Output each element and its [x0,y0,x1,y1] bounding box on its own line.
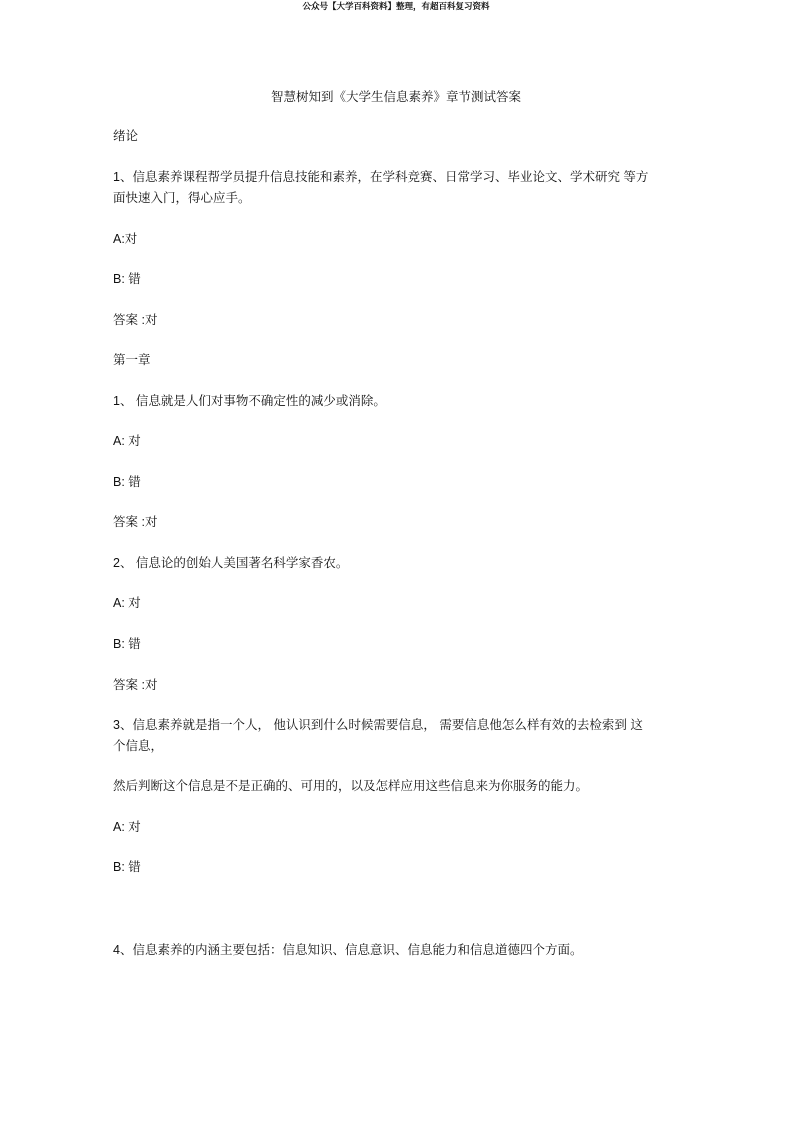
option-b: B: 错 [113,272,141,286]
option-a: A:对 [113,232,138,246]
option-b: B: 错 [113,860,141,874]
section-heading: 绪论 [113,129,139,143]
question-text: 面快速入门，得心应手。 [113,191,251,205]
question-text: 个信息， [113,739,164,753]
option-a: A: 对 [113,434,141,448]
question-text: 1、信息素养课程帮学员提升信息技能和素养，在学科竞赛、日常学习、毕业论文、学术研究 等方 [113,170,649,184]
page-header-watermark: 公众号【大学百科资料】整理，有超百科复习资料 [302,2,490,12]
option-a: A: 对 [113,820,141,834]
question-text: 1、 信息就是人们对事物不确定性的减少或消除。 [113,394,386,408]
question-text: 然后判断这个信息是不是正确的、可用的，以及怎样应用这些信息来为你服务的能力。 [113,779,589,793]
answer: 答案 :对 [113,678,158,692]
section-heading: 第一章 [113,353,151,367]
option-a: A: 对 [113,596,141,610]
question-text: 3、信息素养就是指一个人， 他认识到什么时候需要信息， 需要信息他怎么样有效的去检索到 这 [113,718,643,732]
option-b: B: 错 [113,637,141,651]
question-text: 4、信息素养的内涵主要包括：信息知识、信息意识、信息能力和信息道德四个方面。 [113,943,583,957]
document-title: 智慧树知到《大学生信息素养》章节测试答案 [270,90,521,104]
question-text: 2、 信息论的创始人美国著名科学家香农。 [113,556,349,570]
answer: 答案 :对 [113,515,158,529]
answer: 答案 :对 [113,313,158,327]
option-b: B: 错 [113,475,141,489]
